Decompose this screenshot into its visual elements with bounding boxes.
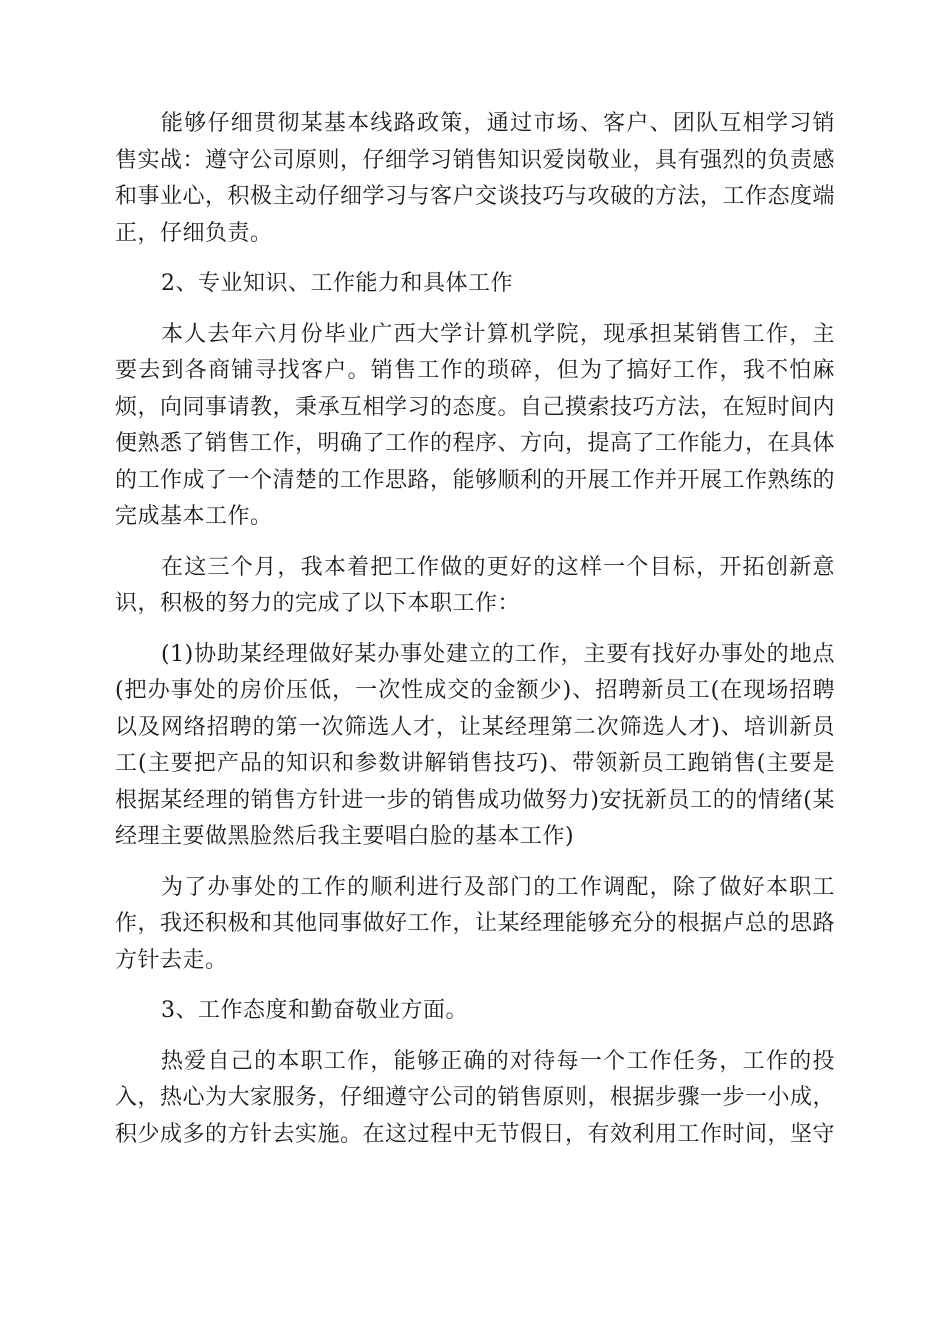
paragraph-attitude-intro: 能够仔细贯彻某基本线路政策，通过市场、客户、团队互相学习销售实战：遵守公司原则，仔细学习销售知识爱岗敬业，具有强烈的负责感和事业心，积极主动仔细学习与客户交谈技巧与攻破的方法，工作态度端正，仔细负责。	[115, 111, 836, 246]
paragraph-cooperation: 为了办事处的工作的顺利进行及部门的工作调配，除了做好本职工作，我还积极和其他同事做好工作，让某经理能够充分的根据卢总的思路方针去走。	[115, 874, 836, 973]
section-heading-2: 2、专业知识、工作能力和具体工作	[161, 271, 513, 296]
paragraph-three-months: 在这三个月，我本着把工作做的更好的这样一个目标，开拓创新意识，积极的努力的完成了以下本职工作：	[115, 554, 835, 616]
document-body	[115, 106, 835, 1167]
section-heading-3: 3、工作态度和勤奋敬业方面。	[161, 998, 468, 1023]
paragraph-diligence: 热爱自己的本职工作，能够正确的对待每一个工作任务，工作的投入，热心为大家服务，仔细遵守公司的销售原则，根据步骤一步一小成，积少成多的方针去实施。在这过程中无节假日，有效利用工作时间，坚守	[115, 1048, 836, 1147]
paragraph-work-background: 本人去年六月份毕业广西大学计算机学院，现承担某销售工作，主要去到各商铺寻找客户。销售工作的琐碎，但为了搞好工作，我不怕麻烦，向同事请教，秉承互相学习的态度。自己摸索技巧方法，在短时间内便熟悉了销售工作，明确了工作的程序、方向，提高了工作能力，在具体的工作成了一个清楚的工作思路，能够顺利的开展工作并开展工作熟练的完成基本工作。	[115, 321, 836, 529]
paragraph-duty-list-1: (1)协助某经理做好某办事处建立的工作，主要有找好办事处的地点(把办事处的房价压低，一次性成交的金额少)、招聘新员工(在现场招聘以及网络招聘的第一次筛选人才，让某经理第二次筛选人才)、培训新员工(主要把产品的知识和参数讲解销售技巧)、带领新员工跑销售(主要是根据某经理的销售方针进一步的销售成功做努力)安抚新员工的的情绪(某经理主要做黑脸然后我主要唱白脸的基本工作)	[115, 641, 835, 849]
